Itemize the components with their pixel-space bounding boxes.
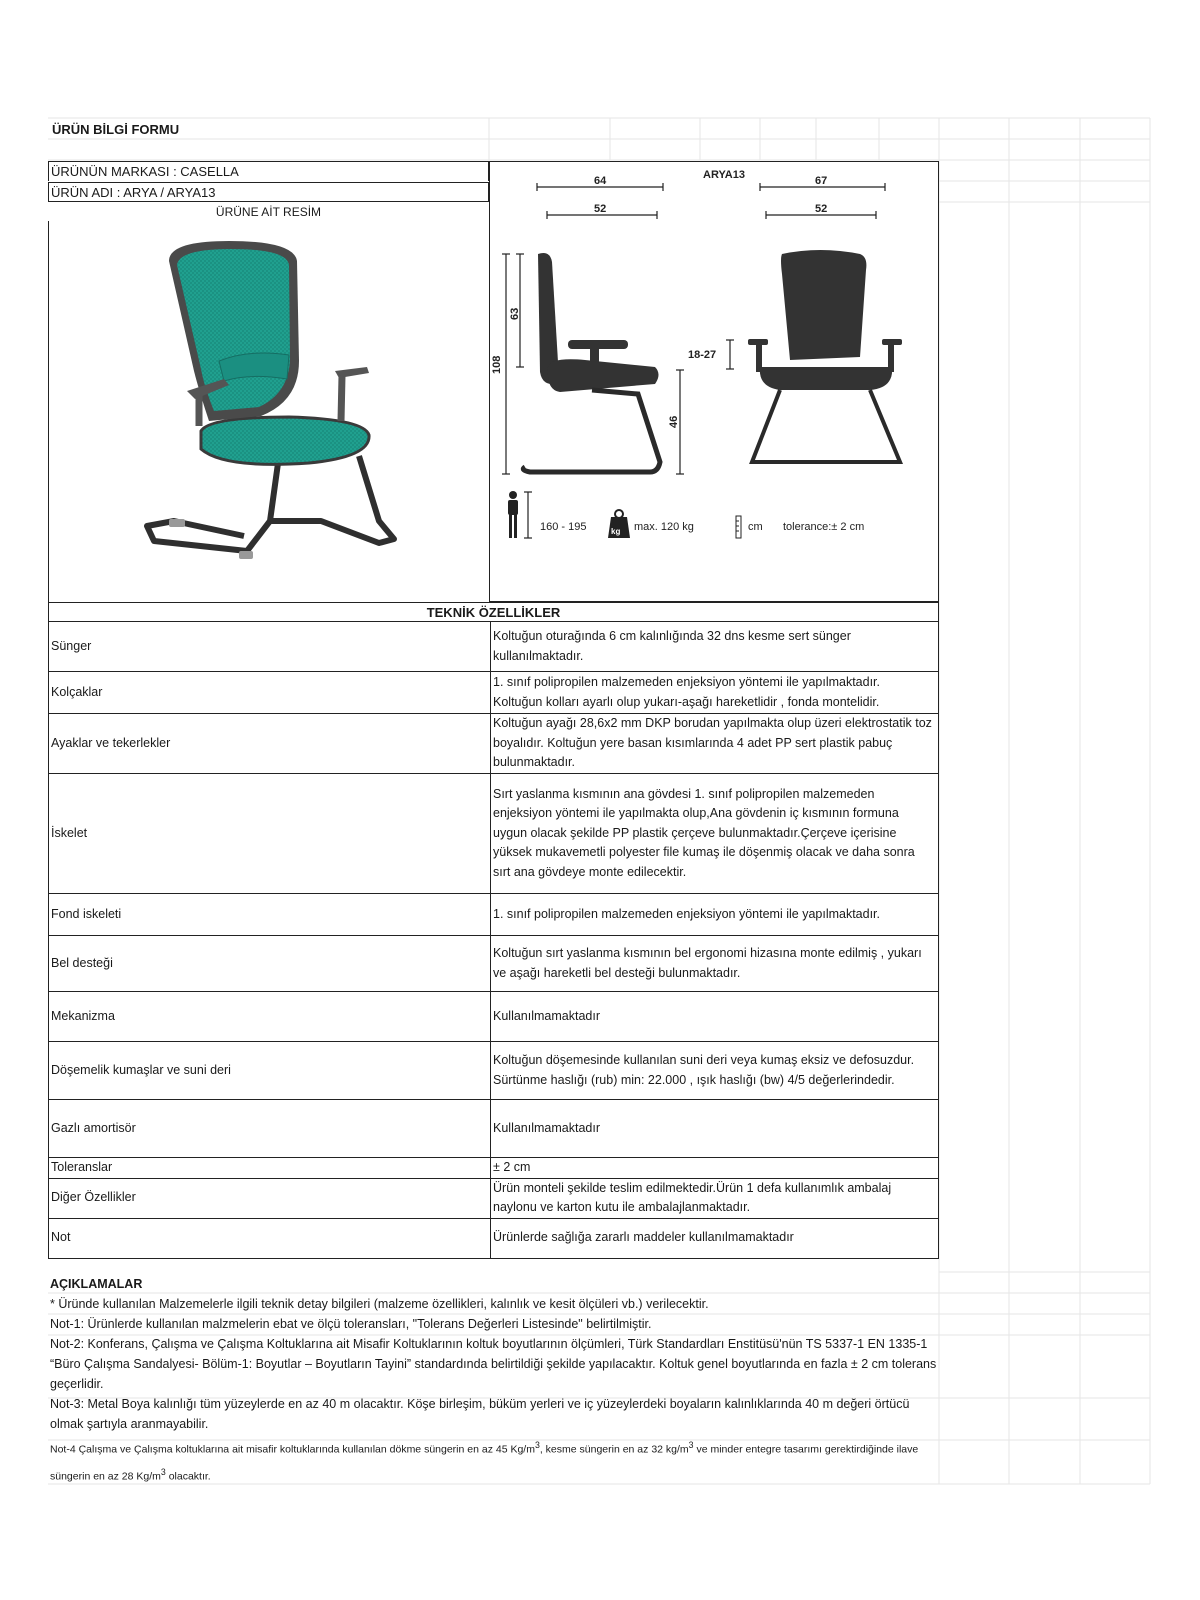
seat-depth-label: 52 (594, 203, 607, 215)
spec-value: 1. sınıf polipropilen malzemeden enjeksiyon yöntemi ile yapılmaktadır. Koltuğun kolları ayarlı olup yukarı-aşağı hareketlidir , fonda montelidir. (491, 672, 939, 714)
note-item: * Üründe kullanılan Malzemelerle ilgili teknik detay bilgileri (malzeme özellikleri, kalınlık ve kesit ölçüleri vb.) verilecektir. (50, 1297, 709, 1311)
chair-photo (49, 221, 490, 602)
table-row (49, 894, 939, 936)
table-row (49, 1158, 939, 1179)
tolerance-text: tolerance:± 2 cm (783, 521, 865, 533)
spec-value: Sırt yaslanma kısmının ana gövdesi 1. sınıf polipropilen malzemeden enjeksiyon yöntemi ile yapılmakta olup,Ana gövdenin iç kısmının formuna uygun olacak şekilde PP plastik çerçeve bulunmaktadır.Çerçeve içerisine yüksek mukavemetli polyester file kumaş ile döşenmiş olacak ve daha sonra sırt ana gövdeye monte edilecektir. (491, 774, 939, 894)
width-top-label: 67 (815, 175, 828, 187)
tech-specs-heading: TEKNİK ÖZELLİKLER (48, 602, 939, 622)
spec-key: Diğer Özellikler (49, 1178, 491, 1218)
spec-key: Bel desteği (49, 936, 491, 992)
depth-top-label: 64 (594, 175, 607, 187)
arm-range-label: 18-27 (688, 349, 717, 361)
notes-heading: AÇIKLAMALAR (50, 1277, 143, 1291)
spec-key: Ayaklar ve tekerlekler (49, 714, 491, 774)
spec-key: Sünger (49, 622, 491, 672)
person-icon (508, 491, 532, 538)
weight-icon (608, 510, 630, 538)
spec-key: Fond iskeleti (49, 894, 491, 936)
spec-key: Gazlı amortisör (49, 1100, 491, 1158)
spec-value: Koltuğun oturağında 6 cm kalınlığında 32 dns kesme sert sünger kullanılmaktadır. (491, 622, 939, 672)
spec-value: Koltuğun ayağı 28,6x2 mm DKP borudan yapılmakta olup üzeri elektrostatik toz boyalıdır. Koltuğun yere basan kısımlarında 4 adet PP sert plastik pabuç bulunmaktadır. (491, 714, 939, 774)
note-item: Not-3: Metal Boya kalınlığı tüm yüzeylerde en az 40 m olacaktır. Köşe birleşim, büküm yerleri ve iç yüzeylerdeki boyaların kalınlıklarında 40 m değeri örtücü olmak şartıyla aranmayabilir. (50, 1397, 910, 1431)
ruler-icon (736, 516, 741, 538)
table-row (49, 992, 939, 1042)
note-item: Not-4 Çalışma ve Çalışma koltuklarına ait misafir koltuklarında kullanılan dökme süngerin en az 45 $Kg/m^3$, kesme süngerin en az 32 $kg/m^3$ ve minder entegre tasarımı gerektirdiğinde ilave süngerin en az 28 $Kg/m^3$ olacaktır. (50, 1440, 919, 1482)
notes-section (50, 1274, 940, 1487)
table-row (49, 714, 939, 774)
spec-value: Ürünlerde sağlığa zararlı maddeler kullanılmamaktadır (491, 1218, 939, 1258)
table-row (49, 936, 939, 992)
picture-label: ÜRÜNE AİT RESİM (215, 205, 322, 219)
table-row (49, 1042, 939, 1100)
spec-value: Kullanılmamaktadır (491, 1100, 939, 1158)
user-height-text: 160 - 195 (540, 521, 587, 533)
total-height-label: 108 (491, 355, 503, 374)
table-row (49, 1178, 939, 1218)
spec-key: Toleranslar (49, 1158, 491, 1179)
spec-value: Koltuğun sırt yaslanma kısmının bel ergonomi hizasına monte edilmiş , yukarı ve aşağı hareketli bel desteği bulunmaktadır. (491, 936, 939, 992)
spec-value: Koltuğun döşemesinde kullanılan suni deri veya kumaş eksiz ve defosuzdur. Sürtünme haslığı (rub) min: 22.000 , ışık haslığı (bw) 4/5 değerlerindedir. (491, 1042, 939, 1100)
table-row (49, 774, 939, 894)
max-load-text: max. 120 kg (634, 521, 694, 533)
product-photo-area (48, 221, 490, 603)
model-label: ARYA13 (703, 169, 745, 181)
seat-width-label: 52 (815, 203, 828, 215)
table-row (49, 672, 939, 714)
unit-text: cm (748, 521, 763, 533)
note-item: Not-1: Ürünlerde kullanılan malzmelerin ebat ve ölçü toleransları, "Tolerans Değerleri Listesinde" belirtilmiştir. (50, 1317, 652, 1331)
table-row (49, 1218, 939, 1258)
product-name-field: ÜRÜN ADI : ARYA / ARYA13 (48, 182, 489, 202)
spec-key: İskelet (49, 774, 491, 894)
spec-key: Mekanizma (49, 992, 491, 1042)
note-item: Not-2: Konferans, Çalışma ve Çalışma Koltuklarına ait Misafir Koltuklarının koltuk boyutlarının ölçümleri, Türk Standardları Enstitüsü'nün TS 5337-1 EN 1335-1 “Büro Çalışma Sandalyesi- Bölüm-1: Boyutlar – Boyutların Tayini” standardında belirtildiği şekilde yapılacaktır. Koltuk genel boyutlarında en fazla ± 2 cm tolerans geçerlidir. (50, 1337, 937, 1391)
table-row (49, 1100, 939, 1158)
spec-key: Döşemelik kumaşlar ve suni deri (49, 1042, 491, 1100)
spec-value: Ürün monteli şekilde teslim edilmektedir.Ürün 1 defa kullanımlık ambalaj naylonu ve karton kutu ile ambalajlanmaktadır. (491, 1178, 939, 1218)
spec-key: Not (49, 1218, 491, 1258)
spec-value: 1. sınıf polipropilen malzemeden enjeksiyon yöntemi ile yapılmaktadır. (491, 894, 939, 936)
dimension-diagram (489, 161, 939, 602)
side-view-silhouette (523, 253, 660, 472)
seat-height-label: 46 (668, 415, 680, 428)
brand-field: ÜRÜNÜN MARKASI : CASELLA (48, 161, 489, 181)
form-title: ÜRÜN BİLGİ FORMU (52, 122, 180, 137)
svg-text:kg: kg (611, 527, 621, 536)
spec-value: Kullanılmamaktadır (491, 992, 939, 1042)
spec-value: ± 2 cm (491, 1158, 939, 1179)
table-row (49, 622, 939, 672)
front-view-silhouette (748, 250, 902, 462)
spec-key: Kolçaklar (49, 672, 491, 714)
spec-table (48, 621, 939, 1259)
back-height-label: 63 (509, 307, 521, 320)
